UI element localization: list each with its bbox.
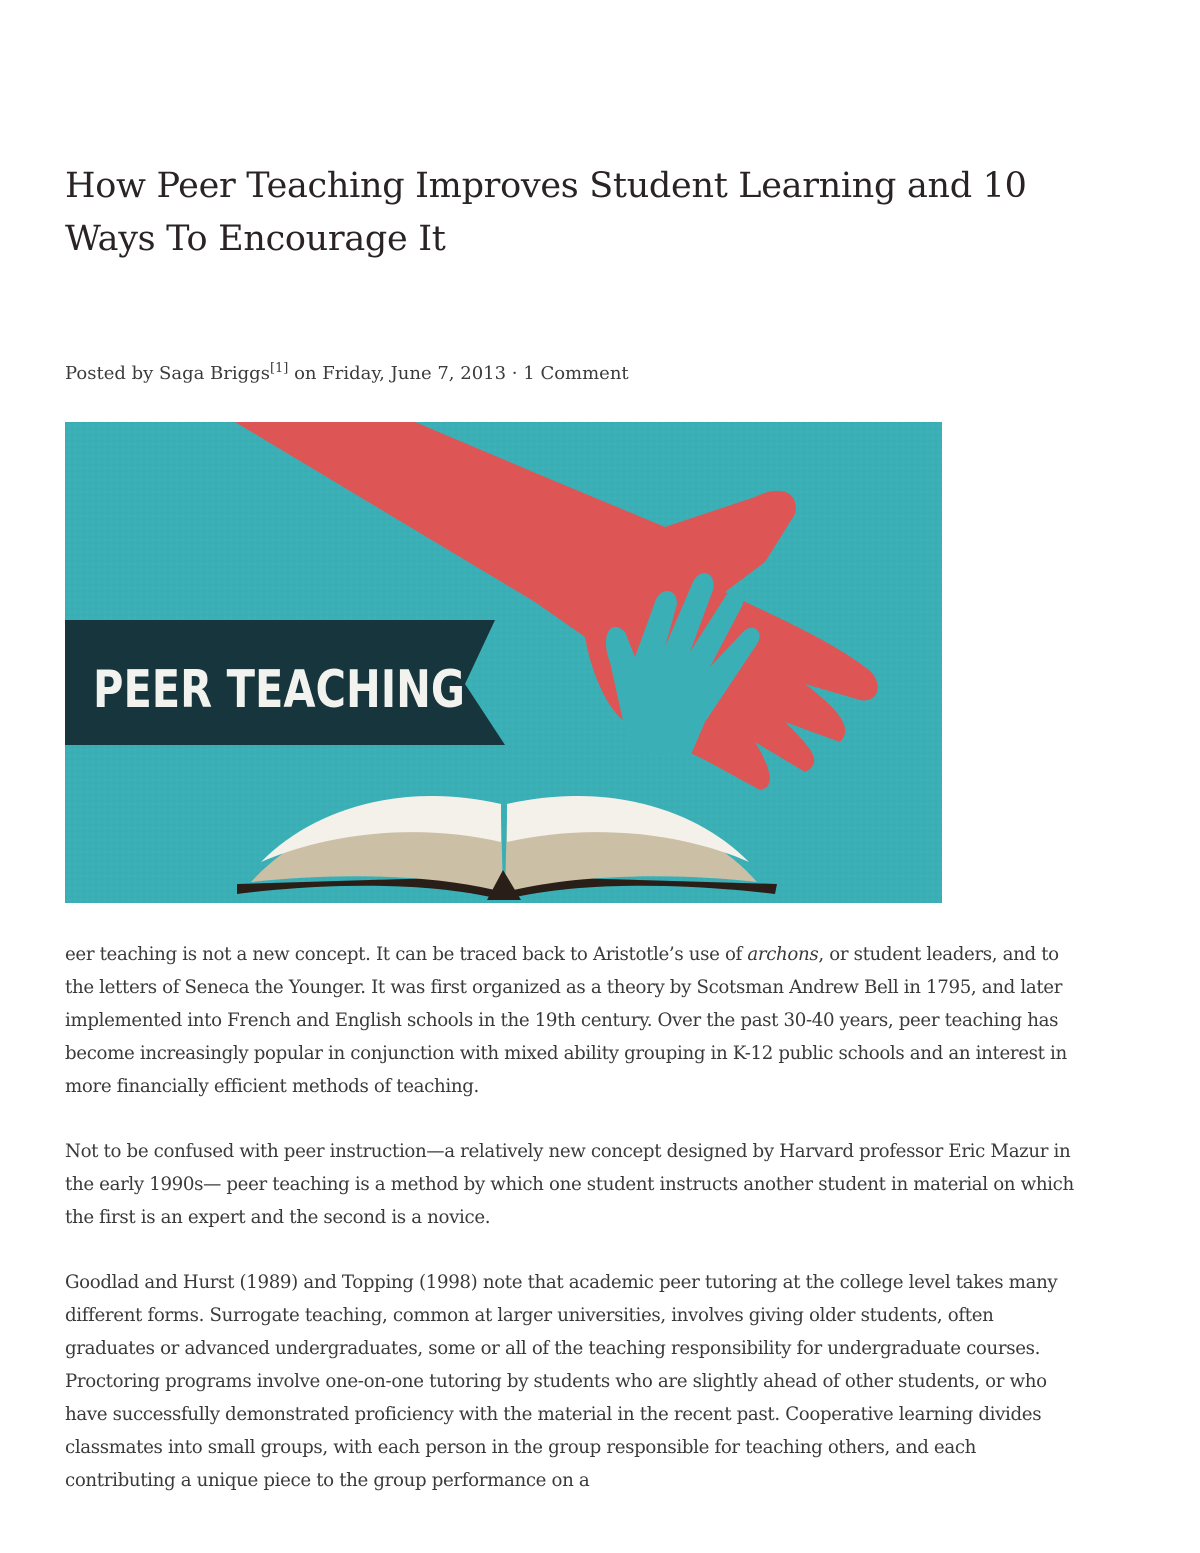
paragraph-1-end: , or student leaders, and to the letters of Seneca the Younger. It was first organized as a theory by Scotsman Andrew Bell in 1795, and later implemented into French and English schools in the 19th century. Over the past 30-40 years, peer teaching has become increasingly popular in conjunction with mixed ability grouping in K-12 public schools and an interest in more financially efficient methods of teaching.: [65, 944, 1067, 1097]
peer-teaching-illustration: [65, 422, 942, 903]
paragraph-3: Goodlad and Hurst (1989) and Topping (1998) note that academic peer tutoring at the college level takes many different forms. Surrogate teaching, common at larger universities, involves giving older students, often graduates or advanced undergraduates, some or all of the teaching responsibility for undergraduate courses. Proctoring programs involve one-on-one tutoring by students who are slightly ahead of other students, or who have successfully demonstrated proficiency with the material in the recent past. Cooperative learning divides classmates into small groups, with each person in the group responsible for teaching others, and each contributing a unique piece to the group performance on a: [65, 1272, 1058, 1491]
post-date: on Friday, June 7, 2013: [294, 363, 507, 384]
meta-separator: ·: [511, 363, 518, 384]
post-meta: [65, 359, 629, 389]
banner: [65, 620, 505, 745]
author-footnote: [1]: [269, 361, 289, 376]
paragraph-1-start: eer teaching is not a new concept. It can be traced back to Aristotle’s use of: [65, 944, 748, 965]
article-title: How Peer Teaching Improves Student Learning and 10 Ways To Encourage It: [65, 166, 1027, 259]
paragraph-1: [65, 938, 1075, 1103]
hero-image: [65, 422, 942, 903]
meta-prefix: Posted by: [65, 363, 154, 384]
author-link[interactable]: Saga Briggs: [159, 363, 270, 384]
comments-link[interactable]: 1 Comment: [523, 363, 629, 384]
paragraph-2: Not to be confused with peer instruction—a relatively new concept designed by Harvard professor Eric Mazur in the early 1990s— peer teaching is a method by which one student instructs another student in material on which the first is an expert and the second is a novice.: [65, 1141, 1074, 1228]
banner-text: PEER TEACHING: [93, 660, 465, 720]
article-body: [65, 938, 1075, 1529]
paragraph-1-emphasis: archons: [747, 944, 819, 965]
